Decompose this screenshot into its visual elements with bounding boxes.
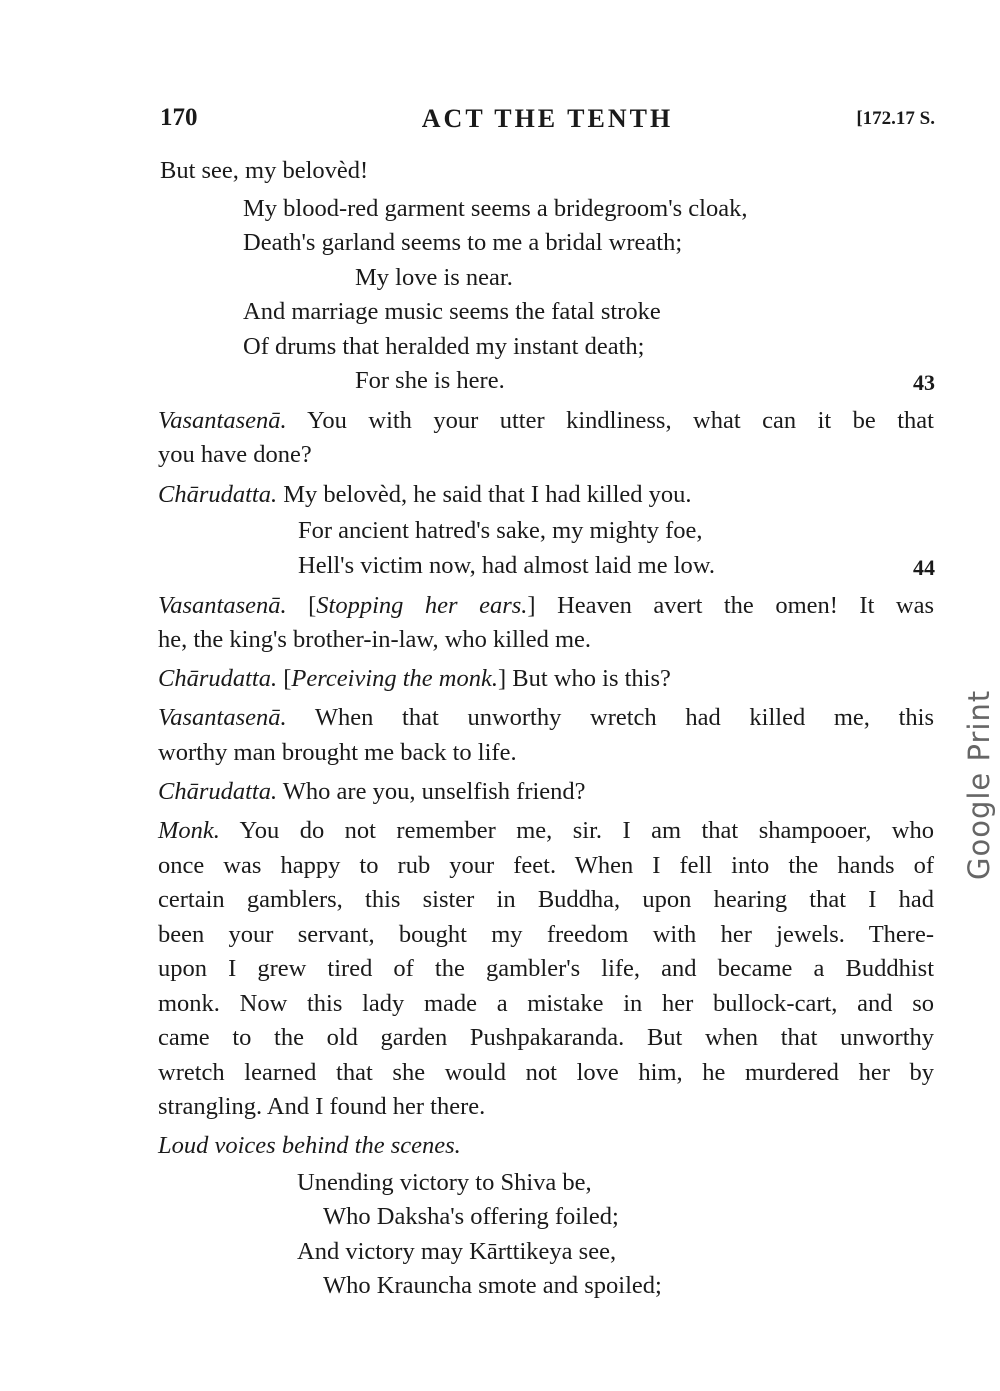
paragraph-line: strangling. And I found her there. <box>158 1093 486 1120</box>
dialogue-text: But who is this? <box>506 665 671 692</box>
paragraph-line: he, the king's brother-in-law, who killed me. <box>158 626 592 653</box>
page-reference: [172.17 S. <box>856 108 935 129</box>
paragraph-line: monk. Now this lady made a mistake in her bullock-cart, and so <box>158 990 934 1017</box>
paragraph-line <box>158 406 934 436</box>
dialogue-text: You with your utter kindliness, what can it be that <box>286 407 934 434</box>
speaker-name: Chārudatta. <box>158 665 278 692</box>
google-print-watermark: Google Print <box>962 689 996 880</box>
bracket: [ <box>277 665 292 692</box>
stage-direction: Stopping her ears. <box>316 592 528 619</box>
speaker-name: Vasantasenā. <box>158 407 287 434</box>
dialogue-text: Heaven avert the omen! It was <box>535 592 934 619</box>
speaker-name: Monk. <box>158 817 220 844</box>
paragraph-line: worthy man brought me back to life. <box>158 739 517 766</box>
verse-line: Of drums that heralded my instant death; <box>243 333 645 360</box>
paragraph-line: you have done? <box>158 441 312 468</box>
dialogue-text: You do not remember me, sir. I am that shampooer, who <box>219 817 934 844</box>
verse-line: Hell's victim now, had almost laid me low. <box>298 552 715 579</box>
paragraph-line <box>158 703 934 733</box>
paragraph-line: once was happy to rub your feet. When I fell into the hands of <box>158 852 934 879</box>
verse-line: My blood-red garment seems a bridegroom's cloak, <box>243 195 748 222</box>
verse-number: 43 <box>913 370 935 395</box>
stage-direction: Perceiving the monk. <box>291 665 498 692</box>
paragraph-line <box>158 480 692 510</box>
paragraph-line: wretch learned that she would not love him, he murdered her by <box>158 1059 934 1086</box>
page-title: ACT THE TENTH <box>421 104 674 133</box>
page-number: 170 <box>160 104 198 131</box>
paragraph-line <box>158 664 671 694</box>
verse-line: Unending victory to Shiva be, <box>297 1169 592 1196</box>
verse-line: For she is here. <box>355 367 505 394</box>
paragraph-line <box>158 591 934 621</box>
paragraph-line <box>158 777 586 807</box>
speaker-name: Chārudatta. <box>158 778 278 805</box>
verse-line: For ancient hatred's sake, my mighty foe, <box>298 517 703 544</box>
verse-line: My love is near. <box>355 264 513 291</box>
speaker-name: Chārudatta. <box>158 481 278 508</box>
verse-line: Who Krauncha smote and spoiled; <box>323 1272 662 1299</box>
stage-direction: Loud voices behind the scenes. <box>158 1132 461 1159</box>
paragraph-line: upon I grew tired of the gambler's life, and became a Buddhist <box>158 955 934 982</box>
paragraph-line: came to the old garden Pushpakaranda. But when that unworthy <box>158 1024 934 1051</box>
running-header <box>160 104 935 144</box>
speaker-name: Vasantasenā. <box>158 592 287 619</box>
paragraph-line <box>158 816 934 846</box>
bracket: ] <box>498 665 507 692</box>
bracket: ] <box>527 592 536 619</box>
verse-line: And marriage music seems the fatal stroke <box>243 298 661 325</box>
text-line: But see, my belovèd! <box>160 157 369 184</box>
dialogue-text: When that unworthy wretch had killed me, this <box>286 704 934 731</box>
dialogue-text: My belovèd, he said that I had killed you. <box>277 481 692 508</box>
verse-line: Death's garland seems to me a bridal wreath; <box>243 229 683 256</box>
dialogue-text: Who are you, unselfish friend? <box>277 778 586 805</box>
verse-line: And victory may Kārttikeya see, <box>297 1238 617 1265</box>
verse-line: Who Daksha's offering foiled; <box>323 1203 619 1230</box>
speaker-name: Vasantasenā. <box>158 704 287 731</box>
bracket: [ <box>286 592 317 619</box>
paragraph-line: been your servant, bought my freedom with her jewels. There- <box>158 921 934 948</box>
verse-number: 44 <box>913 555 935 580</box>
paragraph-line: certain gamblers, this sister in Buddha, upon hearing that I had <box>158 886 934 913</box>
